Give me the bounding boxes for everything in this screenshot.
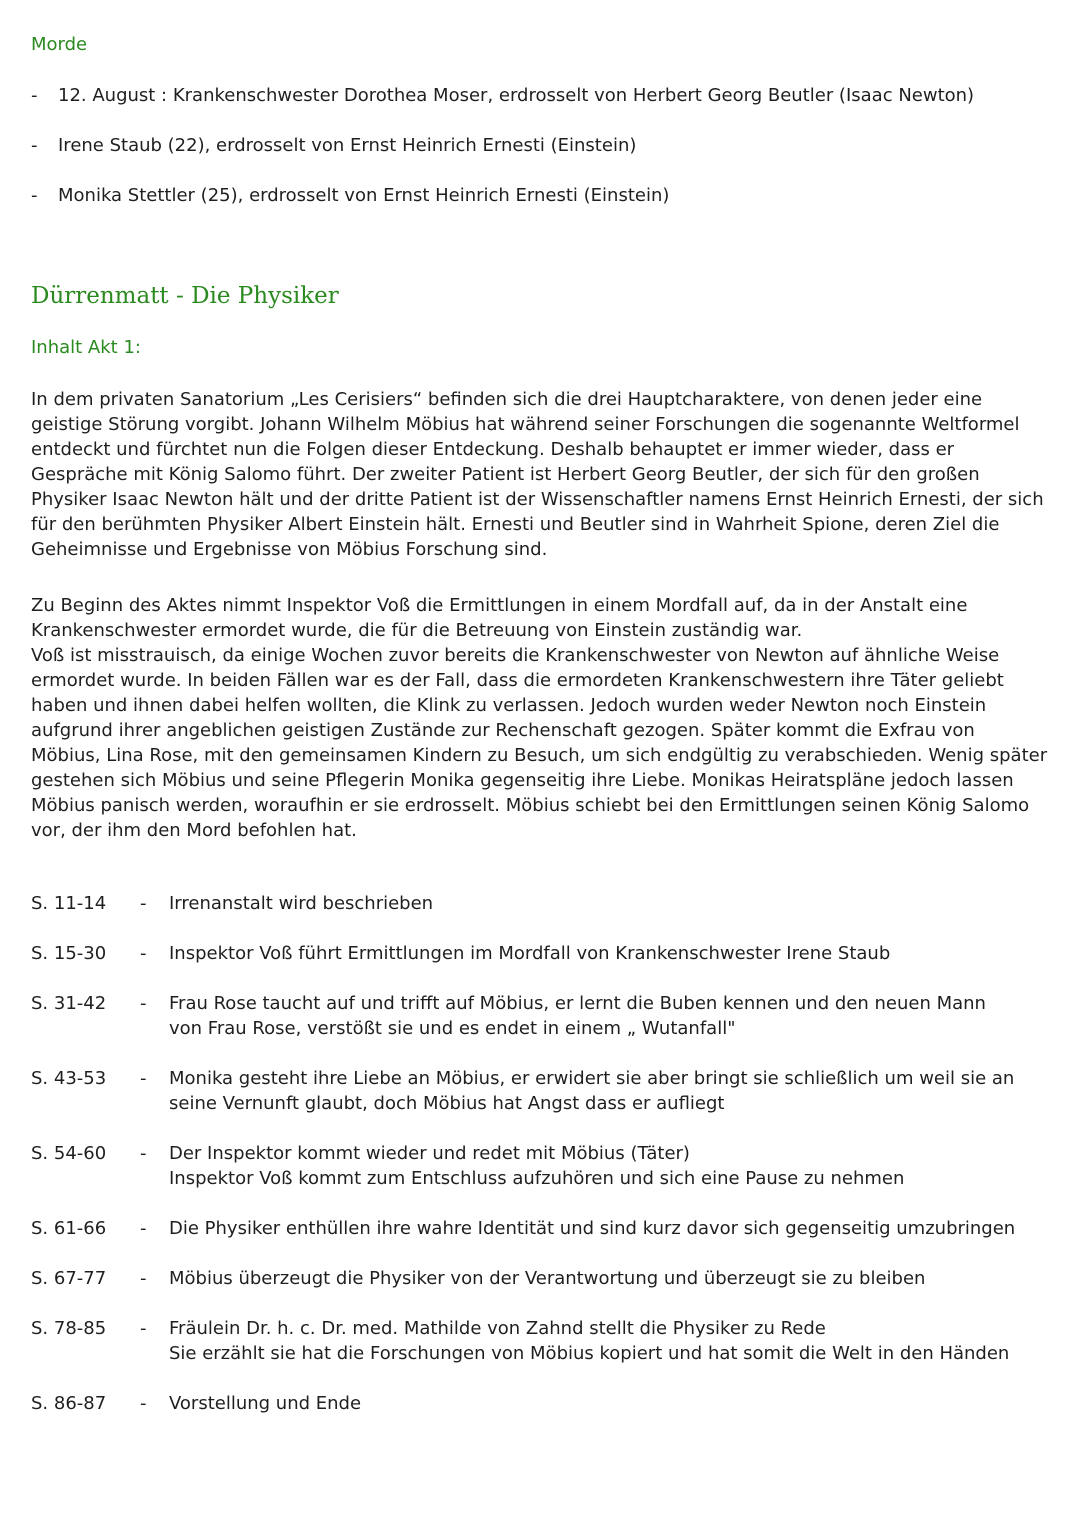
list-dash: -	[140, 1143, 147, 1164]
page-range: S. 11-14	[31, 893, 107, 914]
description-line: Sie erzählt sie hat die Forschungen von Möbius kopiert und hat somit die Welt in den Händen	[169, 1343, 1010, 1364]
description-line: Irrenanstalt wird beschrieben	[169, 893, 434, 914]
list-item	[31, 184, 974, 234]
act1-paragraph-plot	[31, 593, 1049, 843]
description-line: Fräulein Dr. h. c. Dr. med. Mathilde von Zahnd stellt die Physiker zu Rede	[169, 1318, 826, 1339]
list-dash: -	[140, 893, 147, 914]
table-row	[31, 1316, 1049, 1366]
page-range: S. 15-30	[31, 943, 107, 964]
list-dash: -	[140, 1393, 147, 1414]
description-line: Inspektor Voß kommt zum Entschluss aufzuhören und sich eine Pause zu nehmen	[169, 1168, 905, 1189]
document-title: Dürrenmatt - Die Physiker	[31, 283, 339, 309]
page-description	[169, 891, 1049, 916]
plot-intro: Zu Beginn des Aktes nimmt Inspektor Voß die Ermittlungen in einem Mordfall auf, da in der Anstalt eine Krankenschwester ermordet wurde, die für die Betreuung von Einstein zuständig war.	[31, 595, 968, 641]
list-dash: -	[140, 1318, 147, 1339]
page-summary-table	[31, 891, 1049, 1441]
description-line: seine Vernunft glaubt, doch Möbius hat Angst dass er aufliegt	[169, 1093, 725, 1114]
murder-entry: Irene Staub (22), erdrosselt von Ernst Heinrich Ernesti (Einstein)	[58, 135, 637, 156]
list-dash: -	[140, 943, 147, 964]
page-range: S. 54-60	[31, 1143, 107, 1164]
page-range: S. 86-87	[31, 1393, 107, 1414]
page-range: S. 31-42	[31, 993, 107, 1014]
list-dash: -	[31, 135, 38, 156]
page-range: S. 61-66	[31, 1218, 107, 1239]
murders-heading: Morde	[31, 34, 88, 55]
list-dash: -	[140, 993, 147, 1014]
page-description	[169, 1391, 1049, 1416]
description-line: Die Physiker enthüllen ihre wahre Identität und sind kurz davor sich gegenseitig umzubringen	[169, 1218, 1016, 1239]
page-description	[169, 1066, 1049, 1116]
page-description	[169, 1141, 1049, 1191]
table-row	[31, 1066, 1049, 1116]
description-line: Monika gesteht ihre Liebe an Möbius, er erwidert sie aber bringt sie schließlich um weil sie an	[169, 1068, 1015, 1089]
table-row	[31, 1266, 1049, 1291]
table-row	[31, 941, 1049, 966]
description-line: Der Inspektor kommt wieder und redet mit Möbius (Täter)	[169, 1143, 690, 1164]
list-dash: -	[31, 85, 38, 106]
page-range: S. 43-53	[31, 1068, 107, 1089]
murder-entry: Monika Stettler (25), erdrosselt von Ernst Heinrich Ernesti (Einstein)	[58, 185, 670, 206]
page-description	[169, 1266, 1049, 1291]
plot-body: Voß ist misstrauisch, da einige Wochen zuvor bereits die Krankenschwester von Newton auf ähnliche Weise ermordet wurde. In beiden Fällen war es der Fall, dass die ermordeten Krankenschwestern ihre Täter geliebt haben und ihnen dabei helfen wollten, die Klink zu verlassen. Jedoch wurden weder Newton noch Einstein aufgrund ihrer angeblichen geistigen Zustände zur Rechenschaft gezogen. Später kommt die Exfrau von Möbius, Lina Rose, mit den gemeinsamen Kindern zu Besuch, um sich endgültig zu verabschieden. Wenig später gestehen sich Möbius und seine Pflegerin Monika gegenseitig ihre Liebe. Monikas Heiratspläne jedoch lassen Möbius panisch werden, woraufhin er sie erdrosselt. Möbius schiebt bei den Ermittlungen seinen König Salomo vor, der ihm den Mord befohlen hat.	[31, 645, 1048, 841]
act1-heading: Inhalt Akt 1:	[31, 337, 141, 358]
page-description	[169, 1316, 1049, 1366]
table-row	[31, 891, 1049, 916]
description-line: von Frau Rose, verstößt sie und es endet in einem „ Wutanfall"	[169, 1018, 736, 1039]
list-dash: -	[140, 1068, 147, 1089]
page-description	[169, 991, 1049, 1041]
murder-list	[31, 84, 974, 234]
table-row	[31, 1391, 1049, 1416]
list-dash: -	[140, 1218, 147, 1239]
act1-paragraph-characters: In dem privaten Sanatorium „Les Cerisiers“ befinden sich die drei Hauptcharaktere, von denen jeder eine geistige Störung vorgibt. Johann Wilhelm Möbius hat während seiner Forschungen die sogenannte Weltformel entdeckt und fürchtet nun die Folgen dieser Entdeckung. Deshalb behauptet er immer wieder, dass er Gespräche mit König Salomo führt. Der zweiter Patient ist Herbert Georg Beutler, der sich für den großen Physiker Isaac Newton hält und der dritte Patient ist der Wissenschaftler namens Ernst Heinrich Ernesti, der sich für den berühmten Physiker Albert Einstein hält. Ernesti und Beutler sind in Wahrheit Spione, deren Ziel die Geheimnisse und Ergebnisse von Möbius Forschung sind.	[31, 389, 1044, 560]
description-line: Vorstellung und Ende	[169, 1393, 362, 1414]
description-line: Frau Rose taucht auf und trifft auf Möbius, er lernt die Buben kennen und den neuen Mann	[169, 993, 986, 1014]
list-item	[31, 84, 974, 134]
table-row	[31, 991, 1049, 1041]
page-range: S. 78-85	[31, 1318, 107, 1339]
list-dash: -	[31, 185, 38, 206]
table-row	[31, 1216, 1049, 1241]
page-description	[169, 1216, 1049, 1241]
table-row	[31, 1141, 1049, 1191]
murder-entry: 12. August : Krankenschwester Dorothea Moser, erdrosselt von Herbert Georg Beutler (Isaac Newton)	[58, 85, 975, 106]
page-description	[169, 941, 1049, 966]
list-dash: -	[140, 1268, 147, 1289]
description-line: Möbius überzeugt die Physiker von der Verantwortung und überzeugt sie zu bleiben	[169, 1268, 926, 1289]
description-line: Inspektor Voß führt Ermittlungen im Mordfall von Krankenschwester Irene Staub	[169, 943, 891, 964]
list-item	[31, 134, 974, 184]
page-range: S. 67-77	[31, 1268, 107, 1289]
